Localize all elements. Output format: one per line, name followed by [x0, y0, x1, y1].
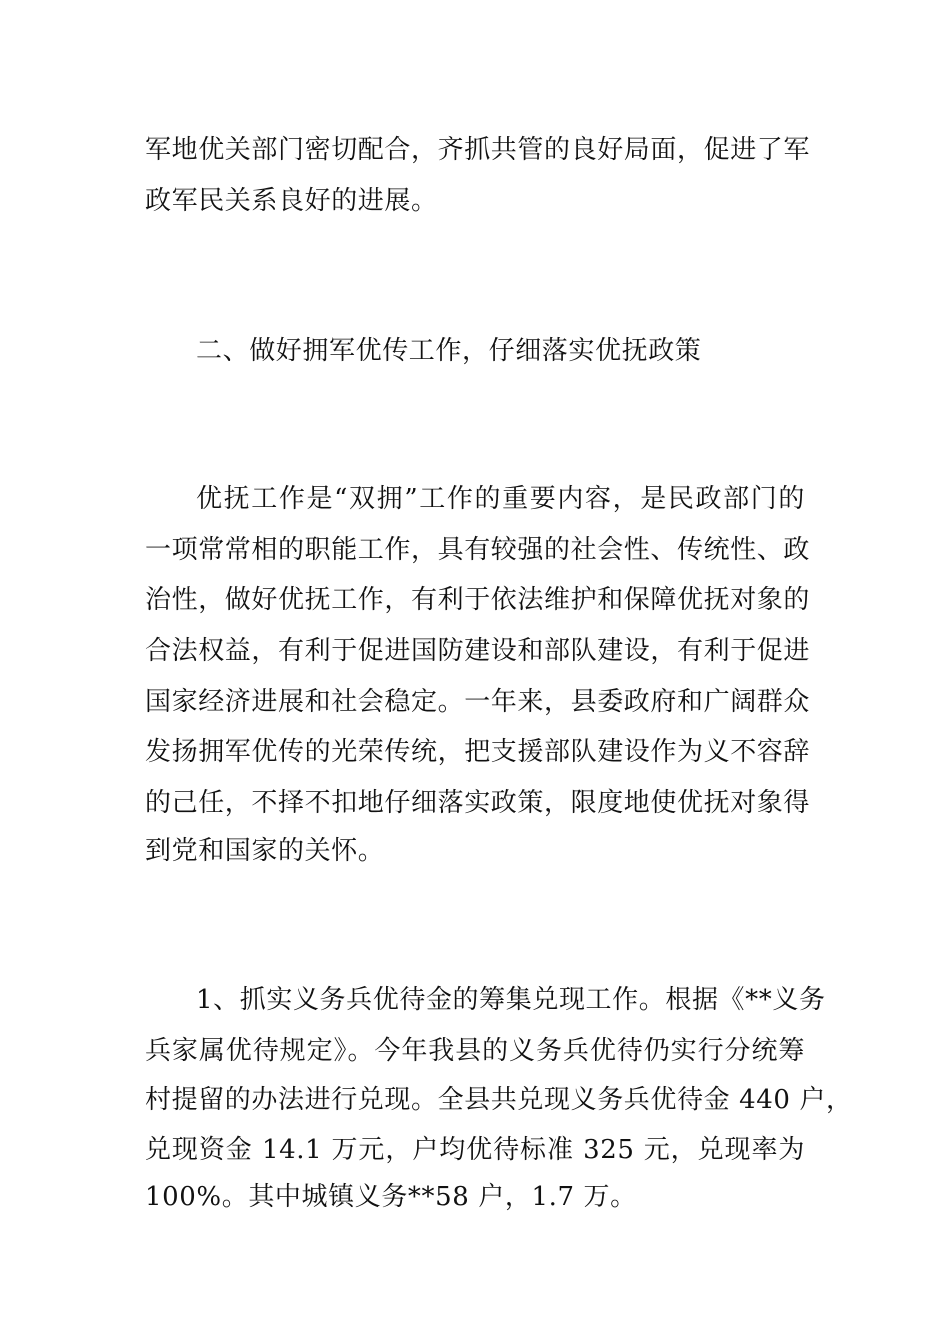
paragraph-line: 军地优关部门密切配合，齐抓共管的良好局面，促进了军: [145, 135, 811, 165]
paragraph-line: 兑现资金 14.1 万元，户均优待标准 325 元，兑现率为: [145, 1135, 805, 1165]
paragraph-line: 村提留的办法进行兑现。全县共兑现义务兵优待金 440 户，: [145, 1085, 853, 1115]
paragraph-line: 治性，做好优抚工作，有利于依法维护和保障优抚对象的: [145, 585, 811, 615]
paragraph-line: 兵家属优待规定》。今年我县的义务兵优待仍实行分统筹: [145, 1036, 805, 1066]
paragraph-line: 合法权益，有利于促进国防建设和部队建设，有利于促进: [145, 636, 811, 666]
paragraph-line: 政军民关系良好的进展。: [145, 186, 438, 216]
section-heading: 二、做好拥军优传工作，仔细落实优抚政策: [196, 336, 702, 366]
paragraph-line: 优抚工作是“双拥”工作的重要内容，是民政部门的: [196, 484, 805, 514]
paragraph-line: 发扬拥军优传的光荣传统，把支援部队建设作为义不容辞: [145, 737, 811, 767]
paragraph-line: 到党和国家的关怀。: [145, 836, 385, 866]
paragraph-line: 国家经济进展和社会稳定。一年来，县委政府和广阔群众: [145, 687, 811, 717]
paragraph-line: 100%。其中城镇义务**58 户，1.7 万。: [145, 1182, 637, 1212]
paragraph-line: 的己任，不择不扣地仔细落实政策，限度地使优抚对象得: [145, 788, 811, 818]
paragraph-line: 一项常常相的职能工作，具有较强的社会性、传统性、政: [145, 535, 811, 565]
paragraph-line: 1、抓实义务兵优待金的筹集兑现工作。根据《**义务: [196, 985, 826, 1015]
